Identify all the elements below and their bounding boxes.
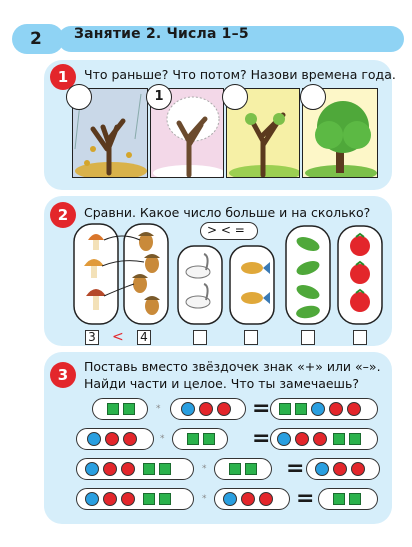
signs-text: > < = [207, 223, 245, 237]
set-row2-a [76, 428, 154, 450]
green-square [107, 403, 119, 415]
answer-cell-left[interactable]: 3 [85, 330, 99, 345]
order-circle-4[interactable] [300, 84, 326, 110]
cucumbers-tomatoes-image [284, 224, 384, 328]
set-row1-c [270, 398, 378, 420]
red-circle [259, 492, 273, 506]
operator-star[interactable]: * [156, 404, 161, 414]
equals-sign: = [252, 426, 271, 451]
equals-sign: = [286, 456, 305, 481]
task1-number: 1 [50, 64, 76, 90]
answer-cell-3[interactable] [193, 330, 207, 345]
equals-sign: = [252, 396, 271, 421]
green-square [203, 433, 215, 445]
red-circle [105, 432, 119, 446]
set-row4-b [214, 488, 290, 510]
answer-cell-5[interactable] [301, 330, 315, 345]
green-square [349, 493, 361, 505]
red-circle [351, 462, 365, 476]
order-circle-1[interactable] [66, 84, 92, 110]
red-circle [347, 402, 361, 416]
blue-circle [315, 462, 329, 476]
page-number: 2 [12, 24, 64, 54]
task3-number: 3 [50, 362, 76, 388]
green-square [295, 403, 307, 415]
lesson-title: Занятие 2. Числа 1–5 [74, 26, 249, 42]
set-row3-b [214, 458, 272, 480]
answer-cell-6[interactable] [353, 330, 367, 345]
task3-line2: Найди части и целое. Что ты замечаешь? [84, 376, 359, 391]
green-square [143, 493, 155, 505]
compare-sign: < [112, 329, 124, 345]
order-circle-2[interactable]: 1 [146, 84, 172, 110]
green-square [187, 433, 199, 445]
blue-circle [85, 462, 99, 476]
red-circle [241, 492, 255, 506]
red-circle [313, 432, 327, 446]
set-row4-c [318, 488, 378, 510]
task3-line1: Поставь вместо звёздочек знак «+» или «–». [84, 359, 381, 374]
answer-cell-right[interactable]: 4 [137, 330, 151, 345]
green-square [333, 433, 345, 445]
set-row4-a [76, 488, 194, 510]
red-circle [217, 402, 231, 416]
lesson-header [8, 24, 404, 54]
operator-star[interactable]: * [160, 434, 165, 444]
red-circle [329, 402, 343, 416]
red-circle [103, 492, 117, 506]
set-row1-a [92, 398, 148, 420]
set-row2-b [172, 428, 228, 450]
red-circle [295, 432, 309, 446]
green-square [123, 403, 135, 415]
green-square [279, 403, 291, 415]
red-circle [121, 462, 135, 476]
blue-circle [85, 492, 99, 506]
blue-circle [87, 432, 101, 446]
answer-cell-4[interactable] [244, 330, 258, 345]
task2-number: 2 [50, 202, 76, 228]
blue-circle [277, 432, 291, 446]
blue-circle [181, 402, 195, 416]
red-circle [121, 492, 135, 506]
green-square [159, 463, 171, 475]
red-circle [103, 462, 117, 476]
green-square [229, 463, 241, 475]
green-square [333, 493, 345, 505]
operator-star[interactable]: * [202, 494, 207, 504]
green-square [349, 433, 361, 445]
equals-sign: = [296, 486, 315, 511]
set-row3-c [306, 458, 380, 480]
green-square [143, 463, 155, 475]
operator-star[interactable]: * [202, 464, 207, 474]
green-square [245, 463, 257, 475]
set-row1-b [170, 398, 246, 420]
blue-circle [311, 402, 325, 416]
order-circle-3[interactable] [222, 84, 248, 110]
swans-fish-image [176, 244, 276, 328]
red-circle [199, 402, 213, 416]
set-row3-a [76, 458, 194, 480]
set-row2-c [270, 428, 378, 450]
task1-text: Что раньше? Что потом? Назови времена года. [84, 67, 396, 82]
red-circle [123, 432, 137, 446]
mushrooms-acorns-image [72, 222, 172, 328]
task2-text: Сравни. Какое число больше и на сколько? [84, 205, 371, 220]
green-square [159, 493, 171, 505]
red-circle [333, 462, 347, 476]
blue-circle [223, 492, 237, 506]
